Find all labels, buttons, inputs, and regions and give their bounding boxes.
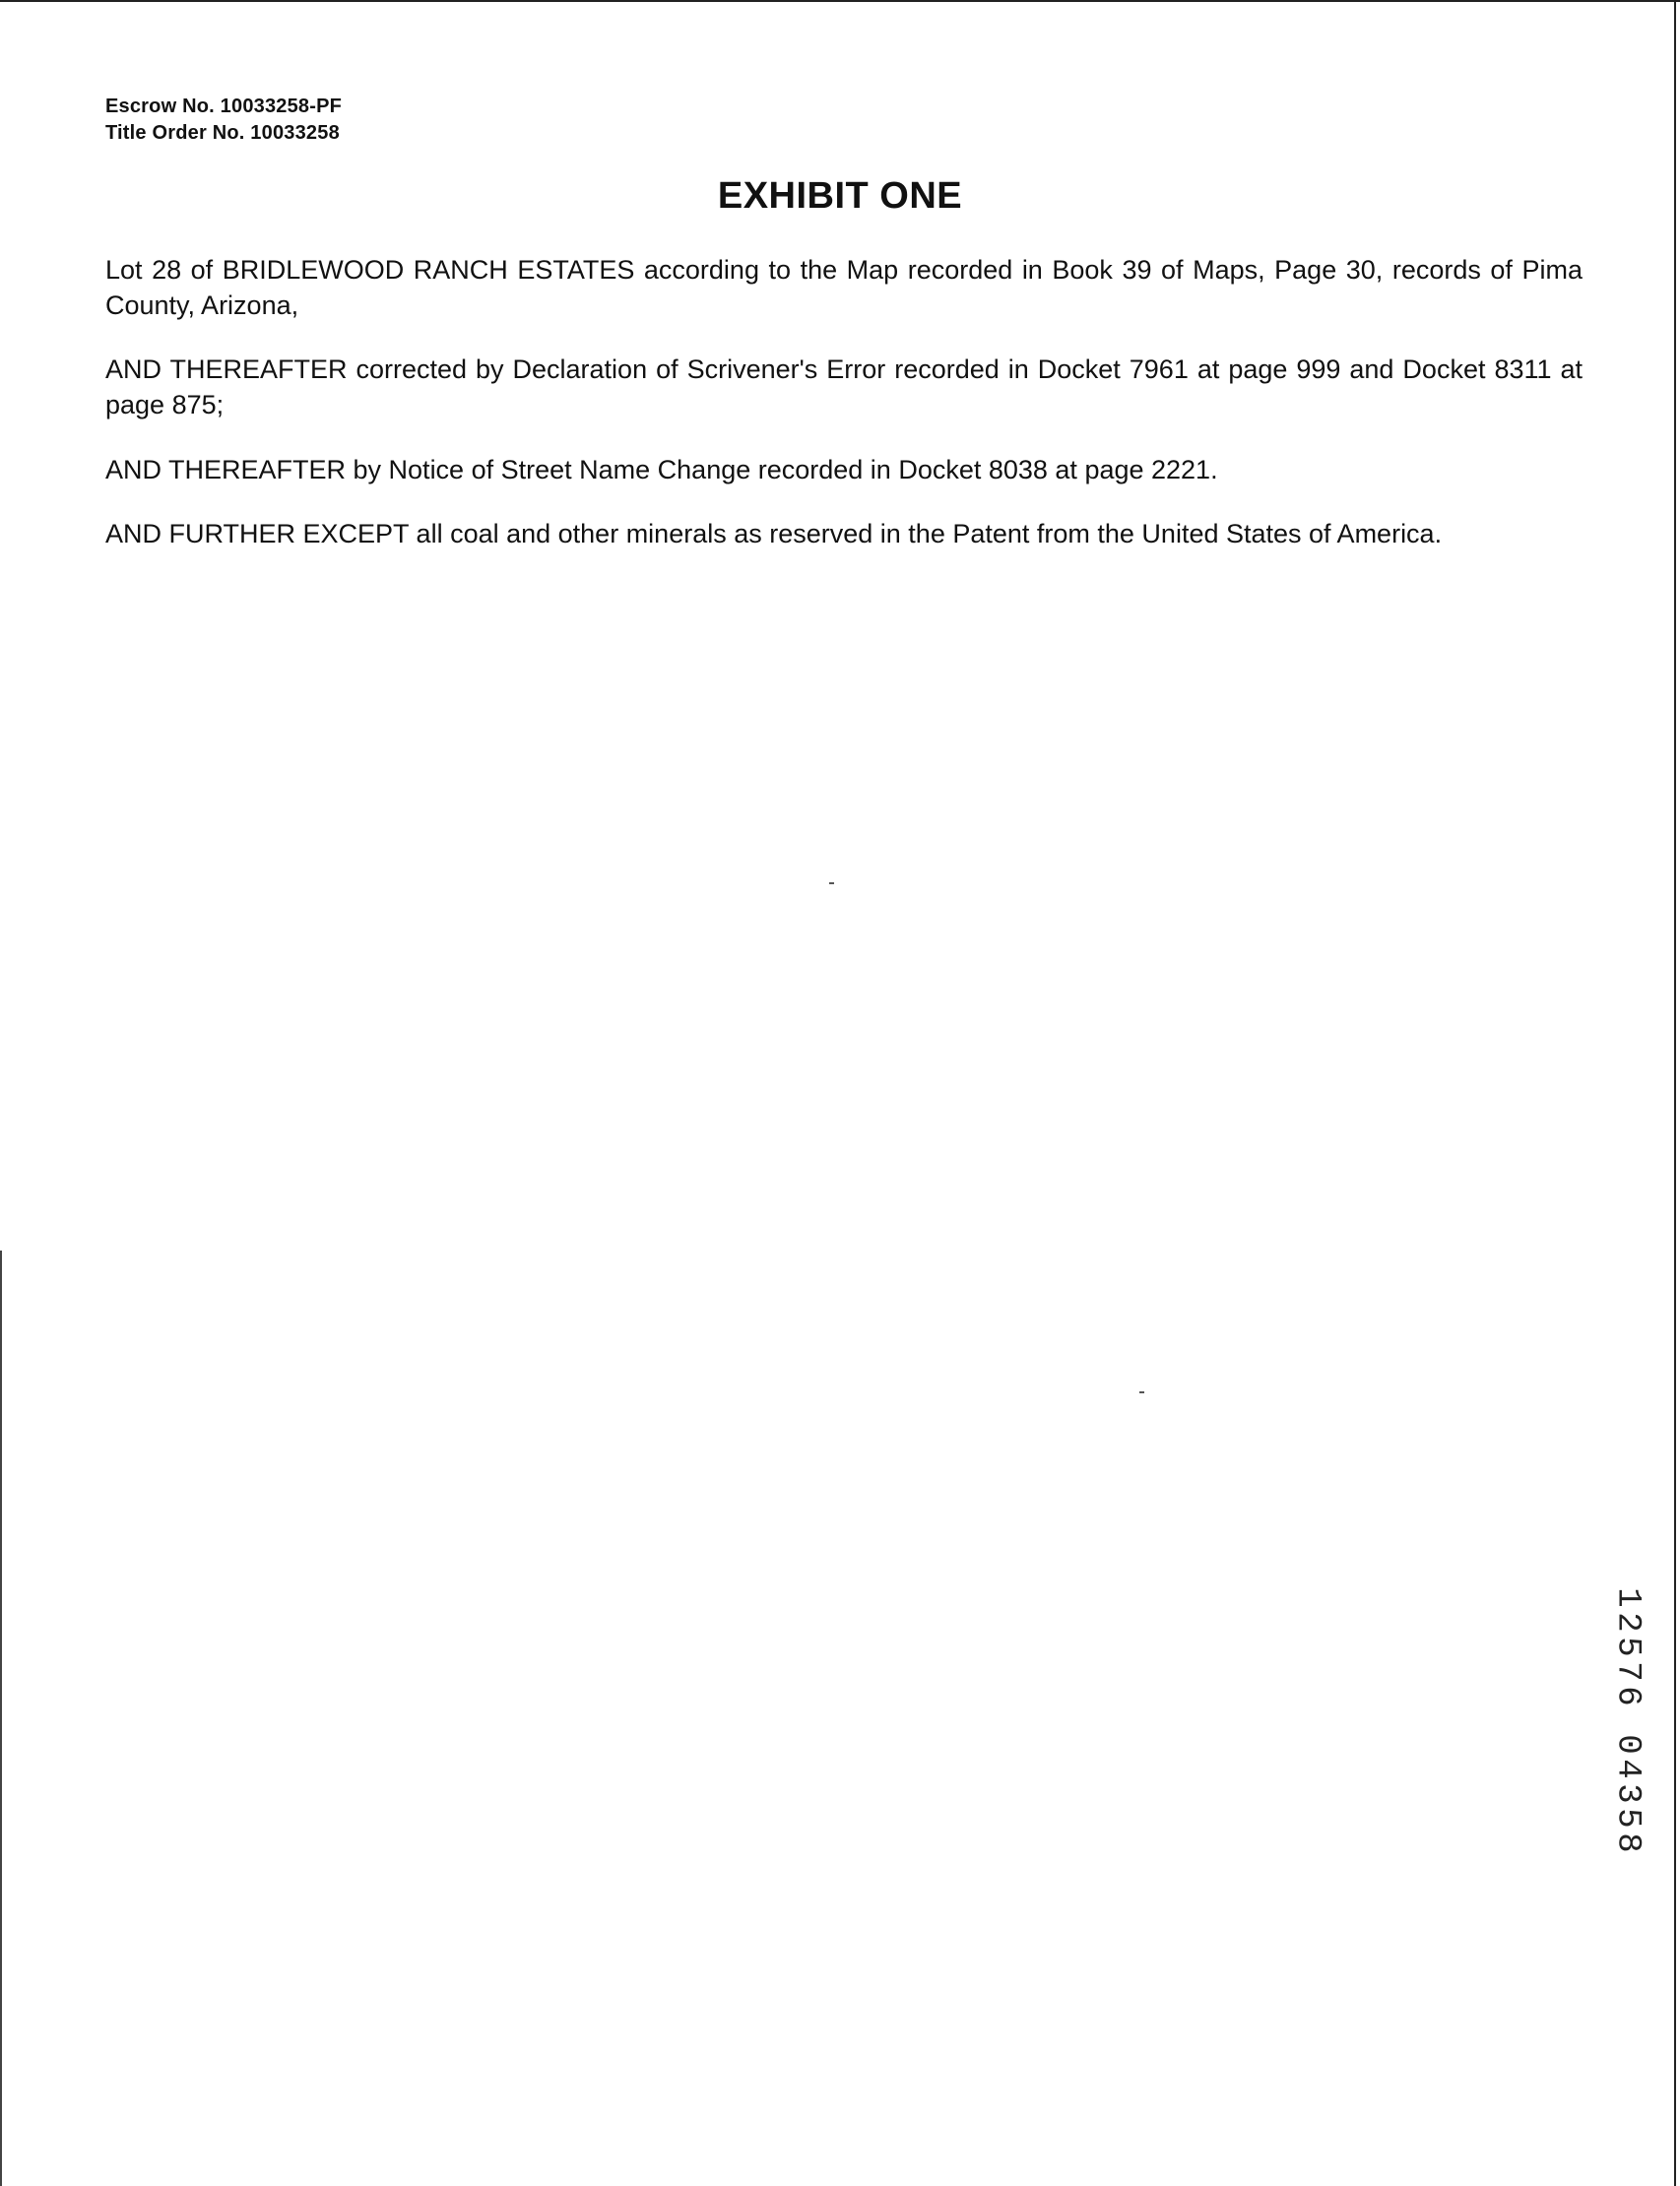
stamp-digit: 1 [1608,1587,1647,1608]
stamp-digit: 6 [1608,1686,1647,1706]
stamp-docket-number [1607,1585,1656,1708]
stamp-digit: 8 [1608,1832,1647,1853]
scan-edge-left [0,1251,2,2186]
scan-speck [1139,1391,1144,1393]
stamp-digit: 5 [1608,1637,1647,1657]
document-title: EXHIBIT ONE [717,175,963,217]
recording-stamp [1607,1585,1656,1855]
scan-edge-right [1674,0,1676,2186]
title-order-number: Title Order No. 10033258 [105,122,340,144]
stamp-digit: 7 [1608,1661,1647,1682]
scan-speck [829,882,834,884]
reference-numbers [105,94,342,147]
stamp-digit: 3 [1608,1783,1647,1804]
paragraph-mineral-exception: AND FURTHER EXCEPT all coal and other minerals as reserved in the Patent from the United States of America. [105,519,1443,549]
stamp-page-number [1607,1732,1656,1855]
stamp-digit: 5 [1608,1808,1647,1829]
stamp-digit: 2 [1608,1612,1647,1633]
stamp-digit: 0 [1608,1734,1647,1755]
paragraph-scrivener-correction: AND THEREAFTER corrected by Declaration of Scrivener's Error recorded in Docket 7961 at page 999 and Docket 8311 at page 875; [105,354,1583,419]
legal-description [105,253,1583,582]
paragraph-lot-description: Lot 28 of BRIDLEWOOD RANCH ESTATES according to the Map recorded in Book 39 of Maps, Page 30, records of Pima County, Arizona, [105,255,1583,320]
paragraph-street-name-change: AND THEREAFTER by Notice of Street Name Change recorded in Docket 8038 at page 2221. [105,454,1218,484]
scan-edge-top [0,0,1680,2]
stamp-digit: 4 [1608,1759,1647,1779]
escrow-number: Escrow No. 10033258-PF [105,96,343,117]
